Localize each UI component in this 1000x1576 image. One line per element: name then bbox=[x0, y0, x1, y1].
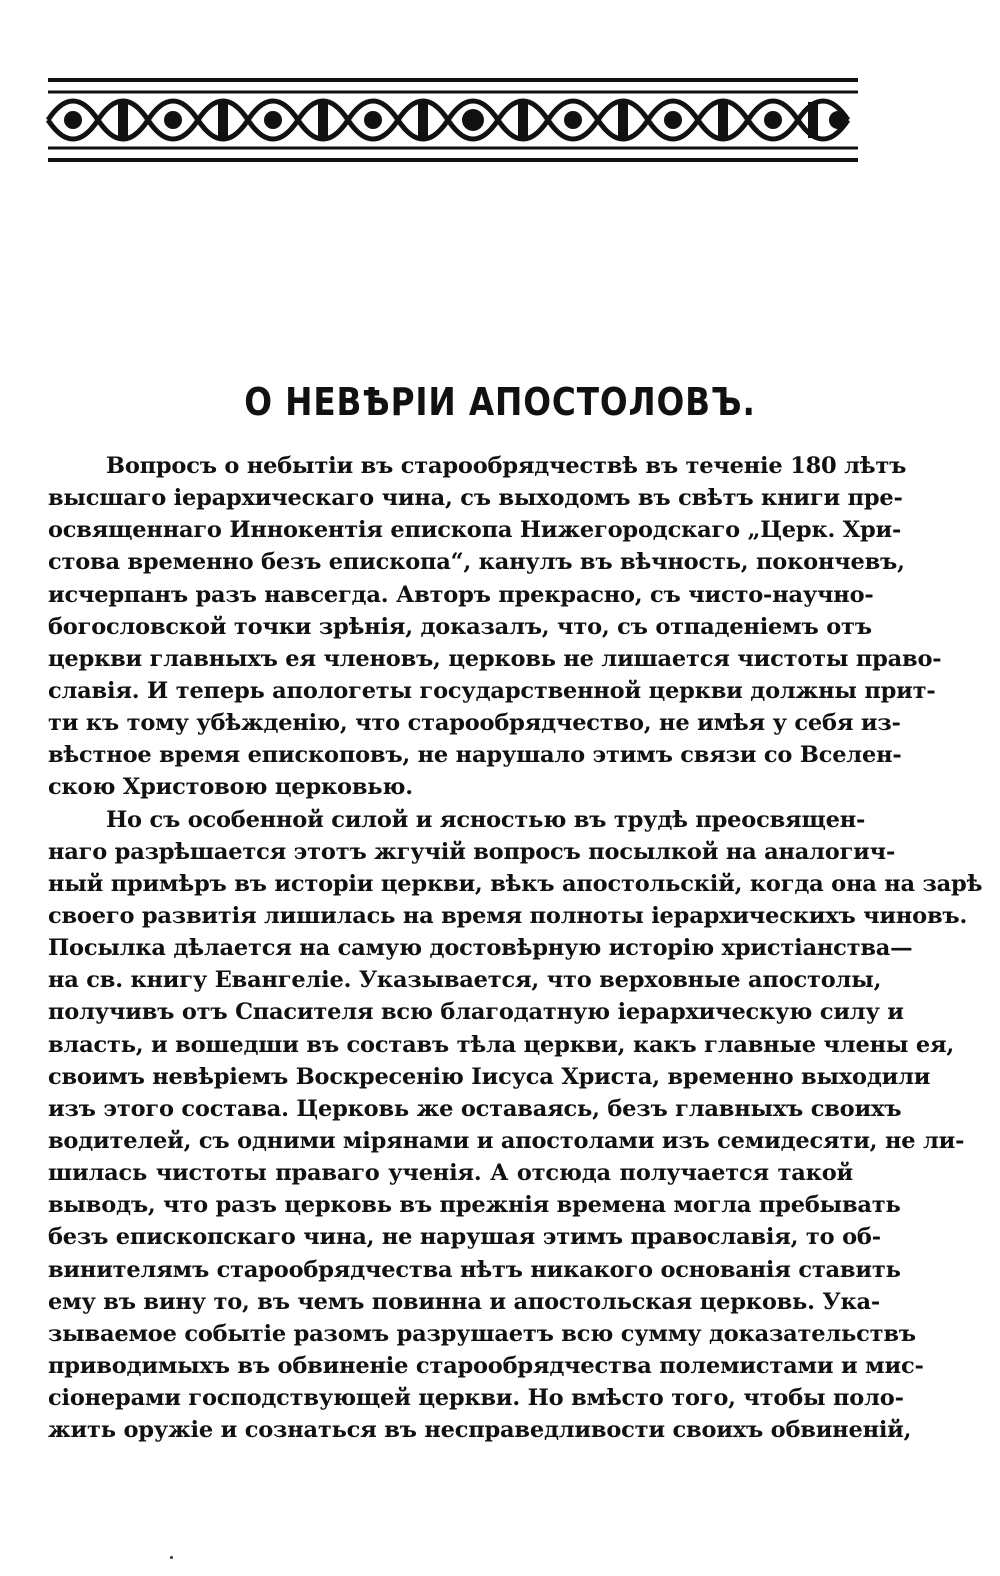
decorative-ornament-band bbox=[48, 72, 858, 168]
text-line: водителей, съ одними мірянами и апостолами изъ семидесяти, не ли- bbox=[48, 1127, 965, 1154]
text-line: сіонерами господствующей церкви. Но вмѣсто того, чтобы поло- bbox=[48, 1385, 904, 1412]
text-line: безъ епископскаго чина, не нарушая этимъ православія, то об- bbox=[48, 1224, 881, 1251]
text-line: наго разрѣшается этотъ жгучій вопросъ посылкой на аналогич- bbox=[48, 838, 896, 865]
text-line: ти къ тому убѣжденію, что старообрядчество, не имѣя у себя из- bbox=[48, 710, 901, 737]
ornament-icon bbox=[48, 72, 858, 168]
print-speck bbox=[170, 1556, 173, 1559]
text-line: Посылка дѣлается на самую достовѣрную исторію христіанства— bbox=[48, 935, 913, 962]
text-line: освященнаго Иннокентія епископа Нижегородскаго „Церк. Хри- bbox=[48, 517, 902, 544]
text-line: выводъ, что разъ церковь въ прежнія времена могла пребывать bbox=[48, 1192, 901, 1219]
article-body bbox=[48, 450, 983, 1446]
text-line: Вопросъ о небытіи въ старообрядчествѣ въ теченіе 180 лѣтъ bbox=[106, 453, 907, 479]
text-line: высшаго іерархическаго чина, съ выходомъ въ свѣтъ книги пре- bbox=[48, 485, 903, 512]
text-line: получивъ отъ Спасителя всю благодатную іерархическую силу и bbox=[48, 999, 904, 1026]
text-line: вѣстное время епископовъ, не нарушало этимъ связи со Вселен- bbox=[48, 742, 902, 769]
page-title: О НЕВѢРІИ АПОСТОЛОВЪ. bbox=[244, 380, 756, 424]
text-line: Но съ особенной силой и ясностью въ трудѣ преосвящен- bbox=[106, 806, 866, 833]
text-line: церкви главныхъ ея членовъ, церковь не лишается чистоты право- bbox=[48, 645, 942, 672]
text-line: власть, и вошедши въ составъ тѣла церкви, какъ главные члены ея, bbox=[48, 1031, 955, 1058]
text-line: своего развитія лишилась на время полноты іерархическихъ чиновъ. bbox=[48, 902, 968, 929]
text-line: ный примѣръ въ исторіи церкви, вѣкъ апостольскій, когда она на зарѣ bbox=[48, 870, 983, 897]
text-line: жить оружіе и сознаться въ несправедливости своихъ обвиненій, bbox=[48, 1417, 912, 1444]
text-line: шилась чистоты праваго ученія. А отсюда получается такой bbox=[48, 1160, 853, 1187]
text-line: на св. книгу Евангеліе. Указывается, что верховные апостолы, bbox=[48, 967, 882, 994]
text-line: своимъ невѣріемъ Воскресенію Іисуса Христа, временно выходили bbox=[48, 1063, 931, 1090]
text-line: изъ этого состава. Церковь же оставаясь, безъ главныхъ своихъ bbox=[48, 1095, 902, 1122]
text-line: приводимыхъ въ обвиненіе старообрядчества полемистами и мис- bbox=[48, 1352, 924, 1379]
text-line: ему въ вину то, въ чемъ повинна и апостольская церковь. Ука- bbox=[48, 1288, 881, 1315]
text-line: богословской точки зрѣнія, доказалъ, что, съ отпаденіемъ отъ bbox=[48, 613, 872, 640]
text-line: скою Христовою церковью. bbox=[48, 774, 413, 801]
text-line: винителямъ старообрядчества нѣтъ никакого основанія ставить bbox=[48, 1256, 901, 1283]
text-line: зываемое событіе разомъ разрушаетъ всю сумму доказательствъ bbox=[48, 1320, 916, 1347]
text-line: стова временно безъ епископа“, канулъ въ вѣчность, покончевъ, bbox=[48, 549, 905, 576]
text-line: исчерпанъ разъ навсегда. Авторъ прекрасно, съ чисто-научно- bbox=[48, 581, 874, 608]
text-line: славія. И теперь апологеты государственной церкви должны прит- bbox=[48, 677, 936, 704]
